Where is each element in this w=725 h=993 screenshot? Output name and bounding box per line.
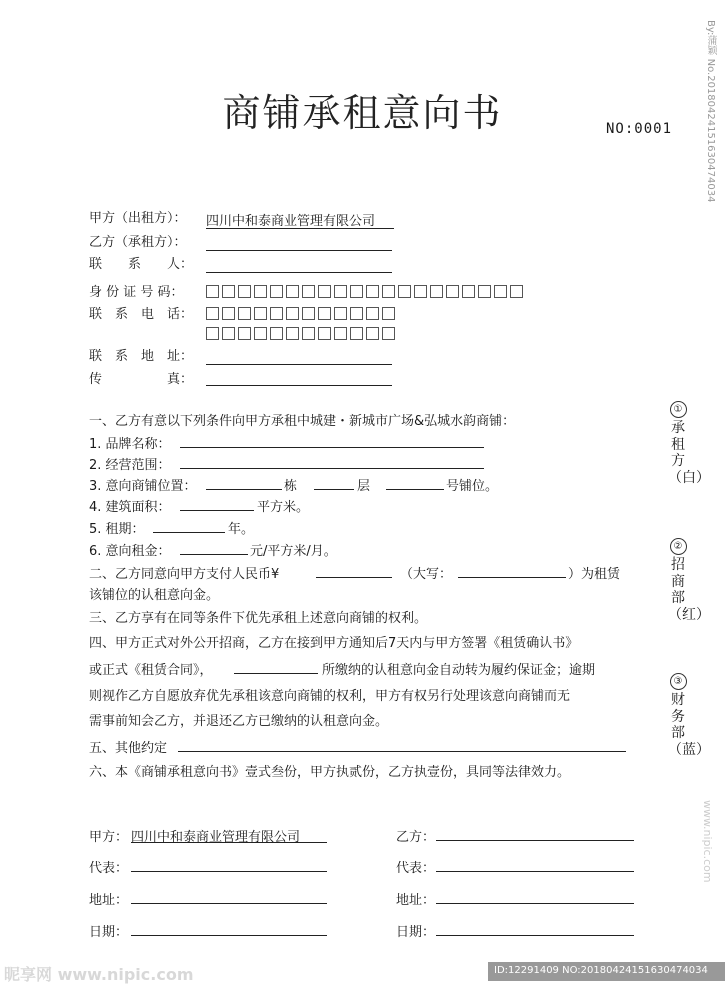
clause-4-d: 需事前知会乙方，并退还乙方已缴纳的认租意向金。 bbox=[89, 714, 389, 729]
fax-label: 传 真： bbox=[89, 372, 194, 387]
clause-1-4-label: 4. 建筑面积： bbox=[89, 500, 171, 515]
vertical-watermark: By:蒲颖 No.20180424151630474034 bbox=[705, 20, 716, 203]
fax-line[interactable] bbox=[206, 385, 392, 386]
deposit-uppercase-line[interactable] bbox=[458, 577, 566, 578]
contact-line[interactable] bbox=[206, 272, 392, 273]
clause-4-a: 四、甲方正式对外公开招商，乙方在接到甲方通知后7天内与甲方签署《租赁确认书》 bbox=[89, 636, 579, 651]
rent-line[interactable] bbox=[180, 554, 248, 555]
area-unit: 平方米。 bbox=[257, 500, 310, 515]
clause-2-c: ）为租赁 bbox=[568, 567, 621, 582]
party-a-line bbox=[206, 228, 394, 229]
deposit-amount-line[interactable] bbox=[316, 577, 392, 578]
clause-4-blank-line[interactable] bbox=[234, 673, 318, 674]
sig-a-date-line[interactable] bbox=[131, 935, 327, 936]
sig-a-label: 甲方： bbox=[89, 830, 129, 845]
term-unit: 年。 bbox=[228, 522, 255, 537]
id-watermark-bar bbox=[488, 962, 725, 981]
document-title: 商铺承租意向书 bbox=[222, 91, 503, 135]
sig-a-rep-label: 代表： bbox=[89, 861, 129, 876]
address-label: 联 系 地 址： bbox=[89, 349, 194, 364]
sig-b-rep-label: 代表： bbox=[396, 861, 436, 876]
business-scope-line[interactable] bbox=[180, 468, 484, 469]
copy-3-number: ③ bbox=[670, 673, 687, 690]
nipic-logo-watermark: 昵享网 www.nipic.com bbox=[4, 965, 194, 984]
floor-line[interactable] bbox=[314, 489, 354, 490]
clause-4-c: 则视作乙方自愿放弃优先承租该意向商铺的权利，甲方有权另行处理该意向商铺而无 bbox=[89, 689, 571, 704]
sig-a-addr-label: 地址： bbox=[89, 893, 129, 908]
copy-3 bbox=[668, 672, 710, 758]
clause-1-6-label: 6. 意向租金： bbox=[89, 544, 171, 559]
contact-label: 联 系 人： bbox=[89, 257, 194, 272]
clause-1-2-label: 2. 经营范围： bbox=[89, 458, 171, 473]
party-b-line[interactable] bbox=[206, 250, 392, 251]
clause-5: 五、其他约定 bbox=[89, 741, 168, 756]
shop-number-line[interactable] bbox=[386, 489, 444, 490]
sig-a-value: 四川中和泰商业管理有限公司 bbox=[131, 830, 301, 845]
term-line[interactable] bbox=[153, 532, 225, 533]
sig-b-line[interactable] bbox=[436, 840, 634, 841]
party-a-value: 四川中和泰商业管理有限公司 bbox=[206, 214, 376, 229]
copy-3-text: 财务部（蓝） bbox=[668, 692, 710, 758]
id-number-label: 身 份 证 号 码： bbox=[89, 285, 184, 300]
area-line[interactable] bbox=[180, 510, 254, 511]
sig-a-line bbox=[131, 842, 327, 843]
clause-2-a: 二、乙方同意向甲方支付人民币¥ bbox=[89, 567, 280, 582]
party-b-label: 乙方（承租方）： bbox=[89, 235, 187, 250]
copy-1-text: 承租方（白） bbox=[668, 420, 710, 486]
clause-1-1-label: 1. 品牌名称： bbox=[89, 437, 171, 452]
rent-unit: 元/平方米/月。 bbox=[250, 544, 337, 559]
brand-name-line[interactable] bbox=[180, 447, 484, 448]
address-line[interactable] bbox=[206, 364, 392, 365]
copy-2-text: 招商部（红） bbox=[668, 557, 710, 623]
sig-a-date-label: 日期： bbox=[89, 925, 129, 940]
building-line[interactable] bbox=[206, 489, 282, 490]
floor-unit: 层 bbox=[357, 479, 371, 494]
clause-1: 一、乙方有意以下列条件向甲方承租中城建・新城市广场&弘城水韵商铺： bbox=[89, 414, 516, 429]
other-terms-line[interactable] bbox=[178, 751, 626, 752]
phone-label: 联 系 电 话： bbox=[89, 307, 194, 322]
shop-number-unit: 号铺位。 bbox=[446, 479, 499, 494]
phone-boxes-1[interactable] bbox=[206, 307, 395, 320]
phone-boxes-2[interactable] bbox=[206, 327, 395, 340]
clause-1-3-label: 3. 意向商铺位置： bbox=[89, 479, 197, 494]
clause-4-b2: 所缴纳的认租意向金自动转为履约保证金；逾期 bbox=[322, 663, 596, 678]
copy-2-number: ② bbox=[670, 538, 687, 555]
clause-2-d: 该铺位的认租意向金。 bbox=[89, 588, 220, 603]
id-number-boxes[interactable] bbox=[206, 285, 523, 298]
id-watermark-text: ID:12291409 NO:20180424151630474034 bbox=[494, 965, 708, 976]
clause-1-5-label: 5. 租期： bbox=[89, 522, 145, 537]
sig-b-label: 乙方： bbox=[396, 830, 436, 845]
document-number: NO:0001 bbox=[606, 121, 673, 137]
side-site-watermark: www.nipic.com bbox=[701, 800, 714, 883]
copy-1-number: ① bbox=[670, 401, 687, 418]
sig-a-addr-line[interactable] bbox=[131, 903, 327, 904]
clause-2-b: （大写： bbox=[400, 567, 453, 582]
sig-b-rep-line[interactable] bbox=[436, 871, 634, 872]
copy-2 bbox=[668, 537, 710, 623]
sig-a-rep-line[interactable] bbox=[131, 871, 327, 872]
sig-b-addr-label: 地址： bbox=[396, 893, 436, 908]
building-unit: 栋 bbox=[284, 479, 298, 494]
sig-b-date-label: 日期： bbox=[396, 925, 436, 940]
sig-b-addr-line[interactable] bbox=[436, 903, 634, 904]
clause-4-b1: 或正式《租赁合同》， bbox=[89, 663, 213, 678]
clause-6: 六、本《商铺承租意向书》壹式叁份，甲方执贰份，乙方执壹份，具同等法律效力。 bbox=[89, 765, 571, 780]
copy-1 bbox=[668, 400, 710, 486]
clause-3: 三、乙方享有在同等条件下优先承租上述意向商铺的权利。 bbox=[89, 611, 428, 626]
sig-b-date-line[interactable] bbox=[436, 935, 634, 936]
party-a-label: 甲方（出租方）： bbox=[89, 211, 187, 226]
